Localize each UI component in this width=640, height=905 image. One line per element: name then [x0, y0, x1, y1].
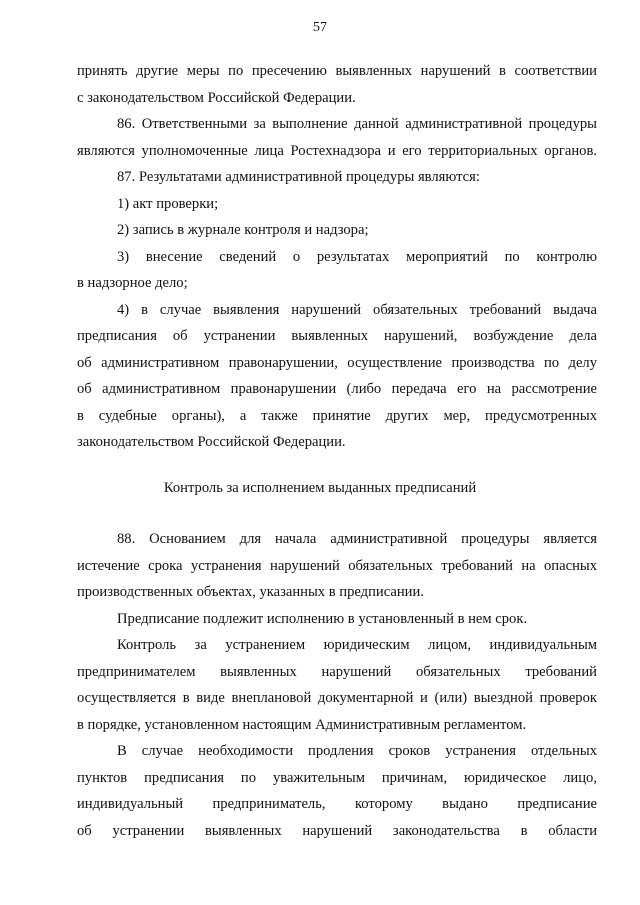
text-line: Контроль за устранением юридическим лицом, индивидуальным	[117, 637, 597, 653]
section-heading: Контроль за исполнением выданных предписаний	[163, 480, 477, 496]
text-line: в надзорное дело;	[77, 275, 188, 291]
text-line: с законодательством Российской Федерации.	[77, 89, 356, 106]
text-line: 3) внесение сведений о результатах мероприятий по контролю	[117, 248, 597, 265]
text-line: предпринимателем выявленных нарушений обязательных требований	[77, 663, 597, 680]
text-line: об устранении выявленных нарушений законодательства в области	[77, 822, 597, 839]
text-line: в порядке, установленном настоящим Административным регламентом.	[77, 716, 527, 733]
text-line: принять другие меры по пресечению выявленных нарушений в соответствии	[77, 63, 597, 79]
text-line: 87. Результатами административной процедуры являются:	[117, 169, 480, 185]
text-line: являются уполномоченные лица Ростехнадзора и его территориальных органов.	[77, 142, 597, 159]
text-block-order-control	[77, 526, 597, 844]
text-line: 4) в случае выявления нарушений обязательных требований выдача	[117, 301, 597, 318]
text-line: в судебные органы), а также принятие других мер, предусмотренных	[77, 407, 597, 424]
text-line: 2) запись в журнале контроля и надзора;	[117, 222, 369, 238]
text-block-procedure-results	[77, 58, 597, 456]
text-line: индивидуальный предприниматель, которому выдано предписание	[77, 796, 597, 812]
text-line: Предписание подлежит исполнению в установленный в нем срок.	[117, 610, 528, 627]
text-line: производственных объектах, указанных в предписании.	[77, 584, 424, 600]
text-line: В случае необходимости продления сроков устранения отдельных	[117, 743, 597, 759]
page-number: 57	[313, 20, 327, 35]
text-line: 86. Ответственными за выполнение данной административной процедуры	[117, 116, 597, 132]
text-line: осуществляется в виде внеплановой документарной и (или) выездной проверок	[77, 690, 597, 706]
text-line: пунктов предписания по уважительным причинам, юридическое лицо,	[77, 769, 597, 786]
text-line: об административном правонарушении (либо передача его на рассмотрение	[77, 381, 597, 397]
text-line: 1) акт проверки;	[117, 195, 219, 212]
text-line: законодательством Российской Федерации.	[77, 434, 346, 450]
text-line: предписания об устранении выявленных нарушений, возбуждение дела	[77, 328, 597, 344]
text-line: об административном правонарушении, осуществление производства по делу	[77, 354, 597, 371]
text-line: истечение срока устранения нарушений обязательных требований на опасных	[77, 557, 597, 574]
text-line: 88. Основанием для начала административной процедуры является	[117, 531, 597, 547]
